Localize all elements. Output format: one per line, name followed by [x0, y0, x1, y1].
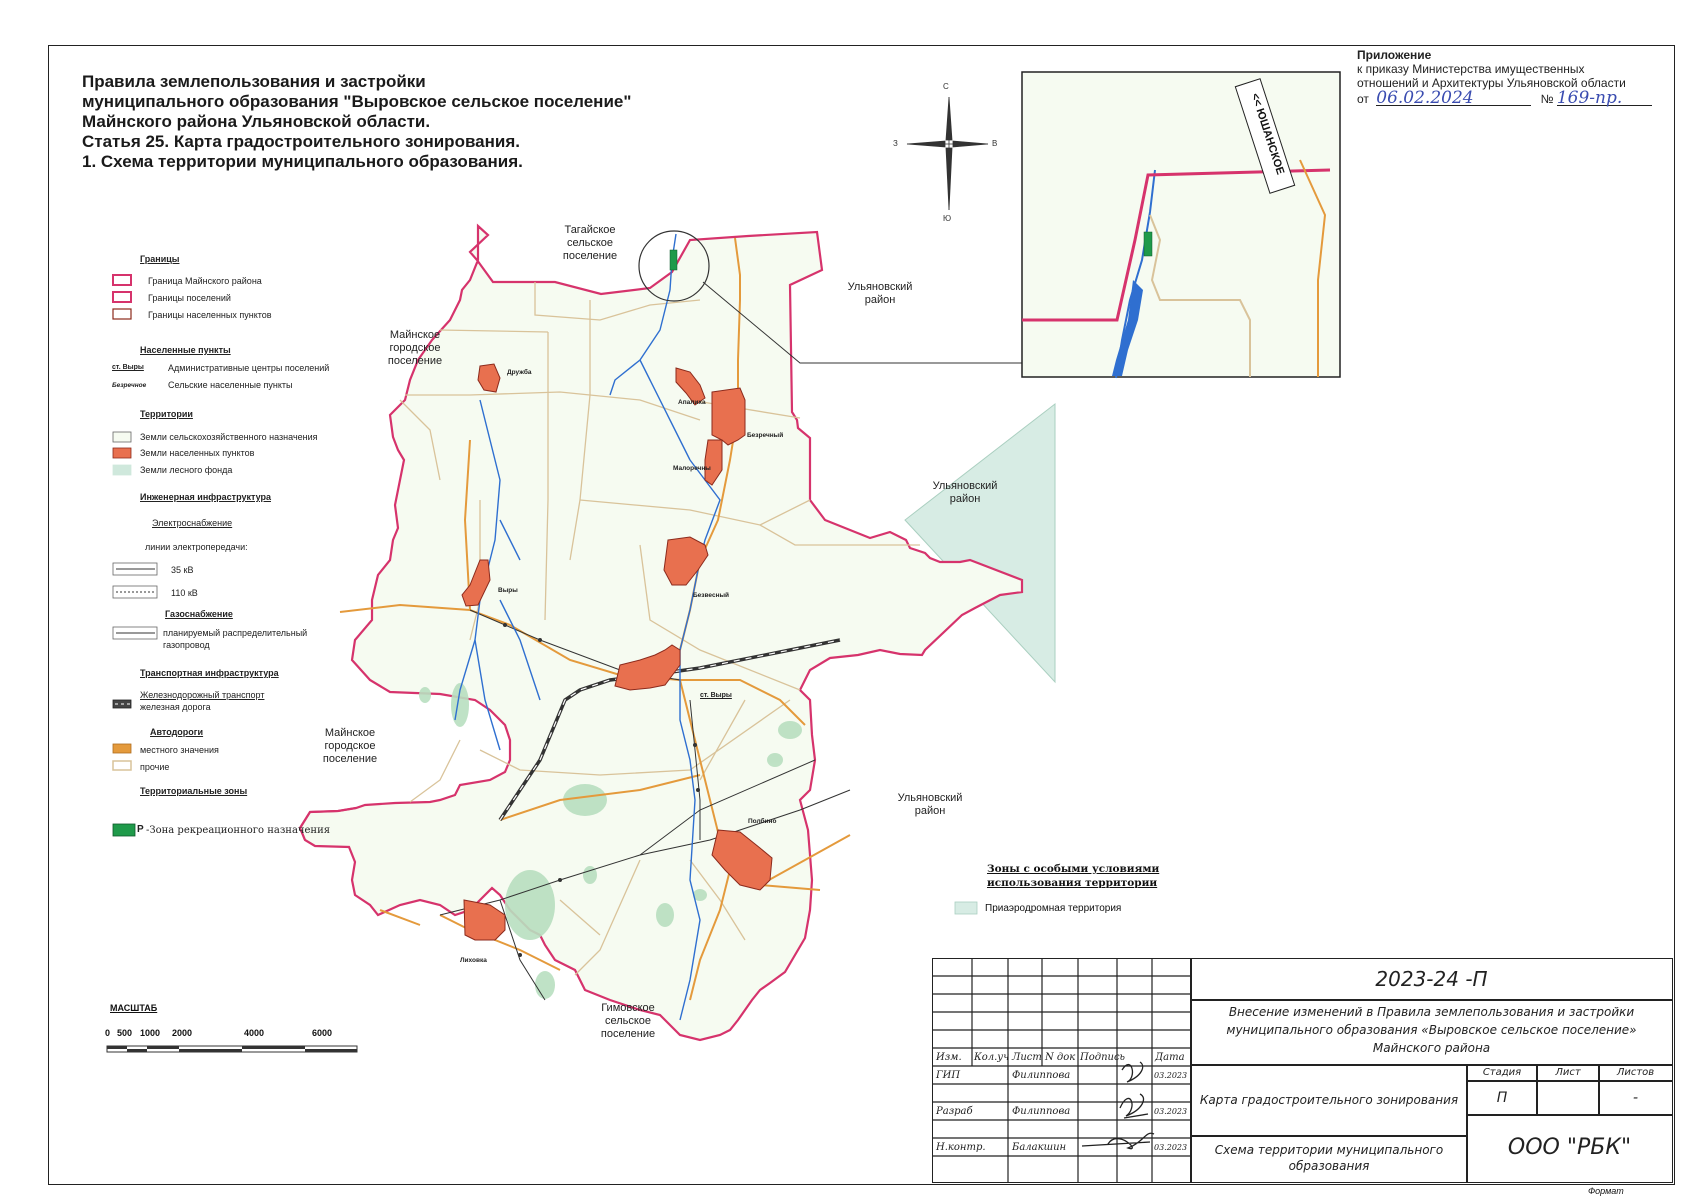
- scale-tick: 4000: [244, 1028, 265, 1038]
- settlement-bezrechny: [712, 388, 745, 445]
- legend-110kv: 110 кВ: [171, 588, 198, 598]
- village-st-vyry: ст. Выры: [700, 692, 732, 699]
- legend-settlement-borders: Границы поселений: [148, 293, 231, 303]
- compass: [907, 97, 988, 210]
- stamp-listov-label: Листов: [1598, 1064, 1673, 1082]
- label-ulyanovsk-3: [880, 792, 980, 818]
- stamp-list-label: Лист: [1536, 1064, 1600, 1082]
- appendix-line: к приказу Министерства имущественных: [1357, 62, 1585, 76]
- legend-locality-borders: Границы населенных пунктов: [148, 310, 272, 320]
- stamp-listov-value: -: [1598, 1080, 1673, 1116]
- legend-road-other: прочие: [140, 762, 170, 772]
- stamp-scheme-title: [1190, 1135, 1468, 1183]
- label-line: район: [864, 294, 896, 306]
- stamp-stadia-label: Стадия: [1466, 1064, 1538, 1082]
- legend-territories-header: Территории: [140, 409, 193, 419]
- legend-borders-header: Границы: [140, 254, 180, 264]
- stamp-col-ndok: N док: [1045, 1052, 1076, 1063]
- stamp-scheme-line: образования: [1288, 1159, 1370, 1173]
- legend-gas-header: Газоснабжение: [165, 609, 233, 619]
- stamp-sheet-title: Карта градостроительного зонирования: [1190, 1064, 1468, 1137]
- special-zones-title: [987, 862, 1159, 890]
- village-druzhba: Дружба: [507, 369, 532, 376]
- legend-power-lines: линии электропередачи:: [145, 542, 248, 552]
- legend-forest: Земли лесного фонда: [140, 465, 233, 475]
- special-zones-title-line: Зоны с особыми условиями: [987, 863, 1160, 875]
- legend-rail-header: Железнодорожный транспорт: [140, 690, 265, 700]
- label-line: поселение: [562, 250, 618, 262]
- legend-district-border: Граница Майнского района: [148, 276, 262, 286]
- label-line: Ульяновский: [897, 792, 963, 804]
- label-line: городское: [389, 342, 441, 354]
- label-line: Ульяновский: [847, 281, 913, 293]
- label-line: поселение: [600, 1028, 656, 1040]
- legend-zones-header: Территориальные зоны: [140, 786, 248, 796]
- special-zones-title-line: использования территории: [987, 877, 1158, 889]
- stamp-col-podpis: Подпись: [1080, 1052, 1126, 1063]
- label-ulyanovsk-2: [915, 480, 1015, 506]
- stamp-stadia-value: П: [1466, 1080, 1538, 1116]
- legend-35kv: 35 кВ: [171, 565, 194, 575]
- legend-transport-header: Транспортная инфраструктура: [140, 668, 279, 678]
- legend-agri: Земли сельскохозяйственного назначения: [140, 432, 318, 442]
- legend-rural: Сельские населенные пункты: [168, 380, 293, 390]
- scale-tick: 6000: [312, 1028, 333, 1038]
- label-line: поселение: [387, 355, 443, 367]
- title-line: Статья 25. Карта градостроительного зонирования.: [82, 132, 520, 151]
- village-bezrechny: Безречный: [747, 432, 784, 439]
- stamp-gip-name: Филиппова: [1012, 1070, 1071, 1081]
- label-line: Майнское: [389, 329, 441, 341]
- inset-frame: [1022, 72, 1340, 377]
- label-ulyanovsk-1: [830, 281, 930, 307]
- village-bezvesny: Безвесный: [693, 592, 730, 599]
- label-line: Майнское: [324, 727, 376, 739]
- legend-roads-header: Автодороги: [150, 727, 204, 737]
- scale-tick: 2000: [172, 1028, 193, 1038]
- label-line: район: [949, 493, 981, 505]
- aerodrome-legend: Приаэродромная территория: [985, 903, 1122, 914]
- village-lkhovka: Лиховка: [460, 957, 487, 964]
- compass-east-label: В: [992, 139, 998, 148]
- legend-admin-sample: ст. Выры: [112, 364, 144, 371]
- appendix-line: отношений и Архитектуры Ульяновской области: [1357, 76, 1626, 90]
- legend-road-local: местного значения: [140, 745, 219, 755]
- stamp-col-kol: Кол.уч: [974, 1052, 1010, 1063]
- label-line: район: [914, 805, 946, 817]
- legend-infra-header: Инженерная инфраструктура: [140, 492, 271, 502]
- stamp-organization: ООО "РБК": [1466, 1114, 1673, 1183]
- legend-admin-centers: Административные центры поселений: [168, 363, 330, 373]
- recreation-zone: [670, 250, 677, 270]
- legend-settlement-lands: Земли населенных пунктов: [140, 448, 255, 458]
- label-line: городское: [324, 740, 376, 752]
- stamp-list-value: [1536, 1080, 1600, 1116]
- village-apalikha: Апалиха: [678, 399, 706, 406]
- stamp-gip-date: 03.2023: [1154, 1071, 1188, 1080]
- stamp-gip: ГИП: [936, 1070, 961, 1081]
- title-line: Майнского района Ульяновской области.: [82, 112, 431, 131]
- label-mainsk-1: [365, 329, 465, 368]
- compass-south-label: Ю: [943, 214, 952, 223]
- stamp-nkontr-name: Балакшин: [1012, 1142, 1067, 1153]
- village-malorechny: Малоречны: [673, 465, 711, 472]
- title-line: муниципального образования "Выровское сельское поселение": [82, 92, 632, 111]
- stamp-description: [1190, 999, 1673, 1066]
- legend-localities-header: Населенные пункты: [140, 345, 231, 355]
- appendix-date: 06.02.2024: [1376, 91, 1531, 106]
- stamp-scheme-line: Схема территории муниципального: [1214, 1143, 1444, 1157]
- appendix-heading: Приложение: [1357, 48, 1432, 62]
- scale-title: МАСШТАБ: [110, 1003, 158, 1013]
- village-polbino: Полбино: [748, 818, 777, 825]
- label-line: Гимовское: [601, 1002, 655, 1014]
- label-line: поселение: [322, 753, 378, 765]
- legend-gas-line2: газопровод: [163, 640, 210, 650]
- stamp-desc-line: Майнского района: [1372, 1041, 1491, 1055]
- stamp-razrab: Разраб: [936, 1106, 973, 1117]
- compass-north-label: С: [943, 82, 949, 91]
- stamp-nkontr: Н.контр.: [936, 1142, 986, 1153]
- title-block: [932, 958, 1673, 1183]
- inset-road-label: << ЮШАНСКОЕ: [1248, 91, 1287, 177]
- legend-rural-sample: Безречное: [112, 382, 147, 389]
- settlement-lkhovka: [464, 900, 505, 940]
- stamp-razrab-date: 03.2023: [1154, 1107, 1188, 1116]
- label-line: Тагайское: [564, 224, 616, 236]
- label-line: Ульяновский: [932, 480, 998, 492]
- legend-zone-r: -Зона рекреационного назначения: [146, 825, 331, 836]
- stamp-col-list: Лист: [1012, 1052, 1042, 1063]
- scale-tick: 500: [117, 1028, 133, 1038]
- legend-gas-line1: планируемый распределительный: [163, 628, 308, 638]
- appendix-number-label: №: [1540, 92, 1554, 106]
- stamp-desc-line: Внесение изменений в Правила землепользования и застройки: [1228, 1005, 1635, 1019]
- legend-power-header: Электроснабжение: [152, 518, 233, 528]
- title-line: 1. Схема территории муниципального образования.: [82, 152, 523, 171]
- appendix-number: 169-пр.: [1557, 91, 1652, 106]
- stamp-code: 2023-24 -П: [1190, 958, 1673, 1001]
- village-vyry: Выры: [498, 587, 518, 594]
- label-line: сельское: [604, 1015, 652, 1027]
- legend-rail: железная дорога: [140, 702, 211, 712]
- compass-west-label: З: [893, 139, 898, 148]
- stamp-format: Формат: [1588, 1186, 1624, 1196]
- scale-tick: 1000: [140, 1028, 161, 1038]
- legend-zone-r-letter: Р: [137, 824, 144, 835]
- title-line: Правила землепользования и застройки: [82, 72, 426, 91]
- scale-tick: 0: [105, 1028, 111, 1038]
- label-gimov: [578, 1002, 678, 1041]
- label-tagai: [540, 224, 640, 263]
- scale-bar: [107, 1046, 357, 1052]
- stamp-col-data: Дата: [1155, 1052, 1185, 1063]
- stamp-desc-line: муниципального образования «Выровское сельское поселение»: [1226, 1023, 1637, 1037]
- stamp-col-izm: Изм.: [936, 1052, 962, 1063]
- label-line: сельское: [566, 237, 614, 249]
- label-mainsk-2: [300, 727, 400, 766]
- stamp-razrab-name: Филиппова: [1012, 1106, 1071, 1117]
- appendix-from-label: от: [1357, 92, 1369, 106]
- stamp-nkontr-date: 03.2023: [1154, 1143, 1188, 1152]
